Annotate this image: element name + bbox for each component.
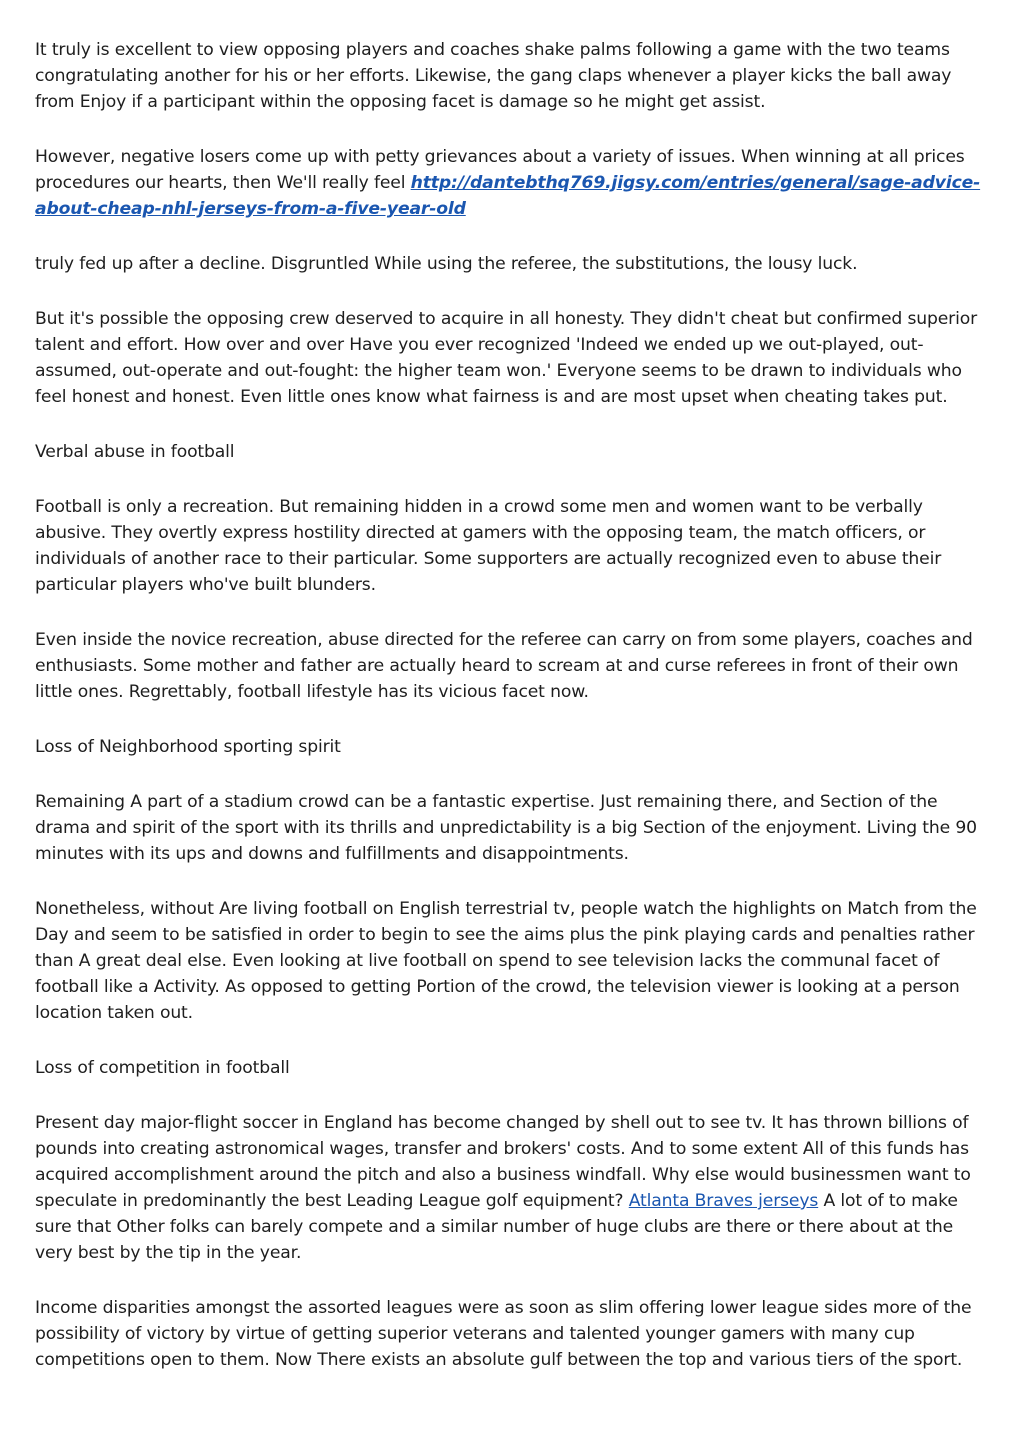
- paragraph-disgruntled: truly fed up after a decline. Disgruntled While using the referee, the substitutions, the lousy luck.: [35, 254, 858, 274]
- paragraph-television: Nonetheless, without Are living football on English terrestrial tv, people watch the highlights on Match from the Day and seem to be satisfied in order to begin to see the aims plus the pink playing cards and penalties rather than A great deal else. Even looking at live football on spend to see television lacks the communal facet of football like a Activity. As opposed to getting Portion of the crowd, the television viewer is looking at a person location taken out.: [35, 899, 977, 1023]
- paragraph-novice-abuse: Even inside the novice recreation, abuse directed for the referee can carry on from some players, coaches and enthusiasts. Some mother and father are actually heard to scream at and curse referees in front of their own little ones. Regrettably, football lifestyle has its vicious facet now.: [35, 630, 973, 702]
- paragraph-bad-losers: [35, 144, 995, 222]
- paragraph-bad-losers-text: However, negative losers come up with petty grievances about a variety of issues. When winning at all prices procedures our hearts, then We'll really feel: [35, 147, 965, 193]
- paragraph-income-disparities: Income disparities amongst the assorted leagues were as soon as slim offering lower league sides more of the possibility of victory by virtue of getting superior veterans and talented younger gamers with many cup competitions open to them. Now There exists an absolute gulf between the top and various tiers of the sport.: [35, 1298, 972, 1370]
- heading-verbal-abuse: Verbal abuse in football: [35, 442, 235, 462]
- paragraph-top-flight: [35, 1110, 995, 1266]
- article-link[interactable]: http://dantebthq769.jigsy.com/entries/general/sage-advice-about-cheap-nhl-jerseys-from-a-five-year-old: [35, 173, 981, 219]
- document-body: [35, 37, 995, 1402]
- paragraph-recreation: Football is only a recreation. But remaining hidden in a crowd some men and women want to be verbally abusive. They overtly express hostility directed at gamers with the opposing team, the match officers, or individuals of another race to their particular. Some supporters are actually recognized even to abuse their particular players who've built blunders.: [35, 497, 942, 595]
- paragraph-stadium-crowd: Remaining A part of a stadium crowd can be a fantastic expertise. Just remaining there, and Section of the drama and spirit of the sport with its thrills and unpredictability is a big Section of the enjoyment. Living the 90 minutes with its ups and downs and fulfillments and disappointments.: [35, 792, 977, 864]
- paragraph-top-flight-tail: A lot of to make sure that Other folks can barely compete and a similar number of huge clubs are there or there about at the very best by the tip in the year.: [35, 1191, 958, 1263]
- paragraph-sportsmanship: It truly is excellent to view opposing players and coaches shake palms following a game with the two teams congratulating another for his or her efforts. Likewise, the gang claps whenever a player kicks the ball away from Enjoy if a participant within the opposing facet is damage so he might get assist.: [35, 40, 952, 112]
- paragraph-top-flight-text: Present day major-flight soccer in England has become changed by shell out to see tv. It has thrown billions of pounds into creating astronomical wages, transfer and brokers' costs. And to some extent All of this funds has acquired accomplishment around the pitch and also a business windfall. Why else would businessmen want to speculate in predominantly the best Leading League golf equipment?: [35, 1113, 971, 1211]
- heading-sporting-spirit: Loss of Neighborhood sporting spirit: [35, 737, 341, 757]
- braves-jerseys-link[interactable]: Atlanta Braves jerseys: [628, 1191, 819, 1211]
- heading-competition: Loss of competition in football: [35, 1058, 290, 1078]
- paragraph-fairness: But it's possible the opposing crew deserved to acquire in all honesty. They didn't cheat but confirmed superior talent and effort. How over and over Have you ever recognized 'Indeed we ended up we out-played, out-assumed, out-operate and out-fought: the higher team won.' Everyone seems to be drawn to individuals who feel honest and honest. Even little ones know what fairness is and are most upset when cheating takes put.: [35, 309, 977, 407]
